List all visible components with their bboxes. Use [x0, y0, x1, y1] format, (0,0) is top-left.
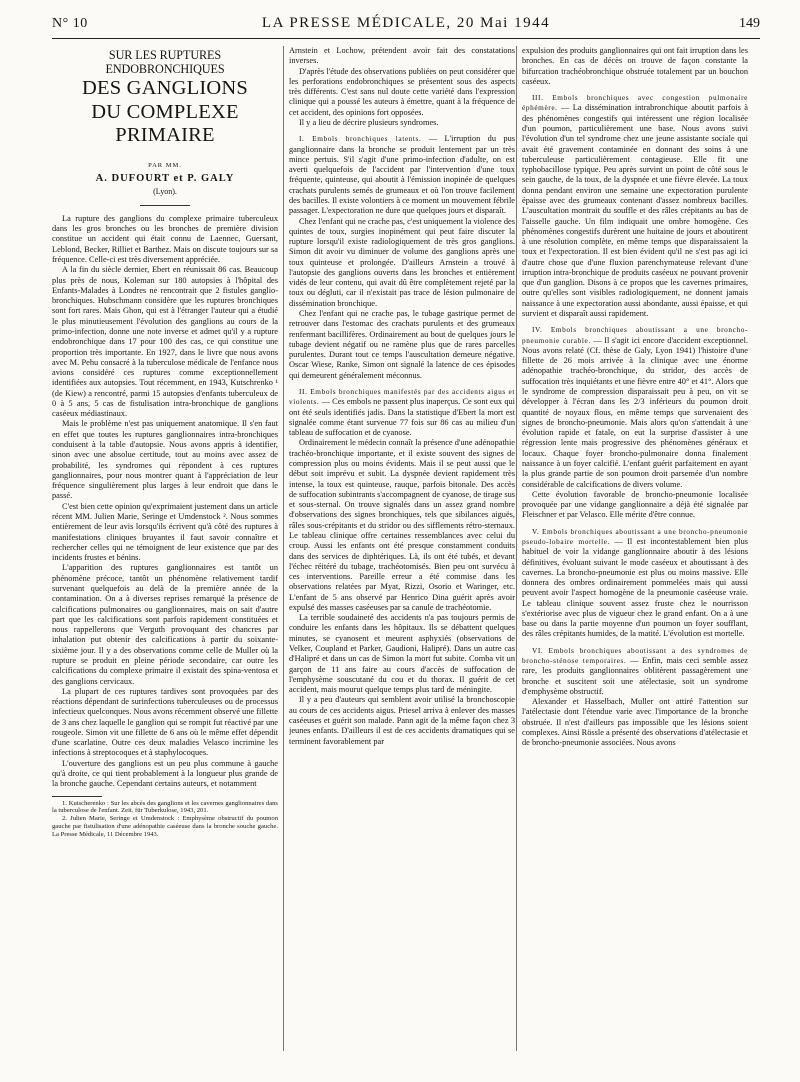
section-6: [522, 646, 748, 697]
paragraph: D'après l'étude des observations publiées on peut considérer que les perforations endobronchiques se présentent sous des aspects très différents. C'est sans nul doute cette variété dans l'expression clinique qui a poussé les auteurs à émettre, quant à la fréquence de cet accident, des opinions fort opposées.: [289, 66, 515, 117]
paragraph: Arnstein et Lochow, prétendent avoir fait des constatations inverses.: [289, 46, 515, 66]
section-3-lead: — La dissémination intrabronchique aboutit parfois à des phénomènes congestifs qui intéressent une région localisée d'un poumon, particulièrement une base. Nous avons suivi l'évolution d'un tel syndrome chez une jeune assistante sociale qui avait été gravement contaminée en donnant des soins à une tuberculeuse particulièrement contagieuse. Elle fit une typhobacillose typique. Peu après survint un point de côté sous le sein gauche, de la toux, de la dyspnée et une fièvre élevée. La toux donna pendant environ une semaine une expectoration purulente épaisse avec des grumeaux contenant d'assez nombreux bacilles. L'auscultation montrait du souffle et des râles crépitants au bas de l'aisselle gauche. Un film indiquait une ombre homogène. Ces phénomènes congestifs durèrent une huitaine de jours et aboutirent à une résolution complète, en même temps que disparaissaient la toux et l'expectoration. Il est bien évident qu'il ne s'est pas agi ici d'autre chose que d'une fluxion parenchymateuse relevant d'une irruption intra-bronchique de produits caséeux ne pouvant provenir que d'un ganglion. Disons à ce propos que les cavernes primaires, outre qu'elles sont visibles radiologiquement, ne donnent jamais naissance à une expectoration aussi abondante, aussi épaisse, et qui survient et disparaît aussi rapidement.: [522, 103, 748, 319]
section-2-title: II. Embols bronchiques manifestés par des accidents aigus et violents.: [289, 387, 515, 407]
section-4-title: IV. Embols bronchiques aboutissant a une broncho-pneumonie curable.: [522, 325, 748, 345]
paragraph: La rupture des ganglions du complexe primaire tuberculeux dans les gros bronches ou les bronches de première division constitue un accident qui était connu de Laennec, Guersant, Leblond, Becker, Rilliet et Barthez. Mais on discute toujours sur sa fréquence. Celle-ci est très diversement appréciée.: [52, 213, 278, 264]
section-1-lead: — L'irruption du pus ganglionnaire dans la bronche se produit lentement par un très mince pertuis. S'il s'agit d'une primo-infection d'adulte, on est averti quelquefois de l'accident par l'intervention d'une toux fréquente, quinteuse, qui aboutit à l'émission inopinée de quelques crachats purulents semés de grumeaux et où l'on trouve facilement des bacilles. Il existe volontiers à ce moment un mouvement fébrile passager. L'expectoration ne dure que quelques jours et disparaît.: [289, 134, 515, 216]
paragraph: Il y a peu d'auteurs qui semblent avoir utilisé la bronchoscopie au cours de ces accidents aigus. Priesel arriva à enlever des masses caséeuses et guérit son malade. Pann agit de la même façon chez 3 jeunes enfants. D'ailleurs il est de ces accidents dramatiques qui se terminent favorablement par: [289, 695, 515, 746]
column-separator-1: [283, 46, 284, 1051]
column-3: [522, 46, 748, 1056]
section-1: [289, 134, 515, 216]
section-5: [522, 527, 748, 640]
paragraph: expulsion des produits ganglionnaires qui ont fait irruption dans les bronches. En cas de décès on trouve de façon constante la bifurcation trachéobronchique obstruée totalement par un bouchon caséeux.: [522, 46, 748, 86]
section-4: [522, 325, 748, 490]
page-number: 149: [739, 16, 760, 31]
footnote: 2. Julien Marie, Seringe et Umdenstock : Emphysème obstructif du poumon gauche par fistulisation d'une adénopathie caséeuse dans la bronche souche gauche. La Presse Médicale, 11 Décembre 1943.: [52, 815, 278, 838]
column-1: [52, 46, 278, 1056]
paragraph: La plupart de ces ruptures tardives sont provoquées par des réactions dépendant de surinfections tuberculeuses ou de processus infectieux quelconques. Nous avons récemment observé une fillette de 3 ans chez laquelle le ganglion qui se rompit fut réactivé par une rougeole. Simon vit une fillette de 6 ans où le même effet dépendit d'une scarlatine. Outre ces deux maladies Velasco incrimine les infections à streptocoques et à staphylocoques.: [52, 686, 278, 758]
section-5-title: V. Embols bronchiques aboutissant a une broncho-pneumonie pseudo-lobaire mortelle.: [522, 526, 748, 546]
paragraph: Chez l'enfant qui ne crache pas, le tubage gastrique permet de retrouver dans l'estomac des crachats purulents et des grumeaux renfermant bacillifères. Ordinairement au bout de quelques jours le tubage devient négatif ou ne ramène plus que de rares parcelles purulentes. Durant tout ce temps l'auscultation demeure négative. Oscar Wiese, Ranke, Simon ont signalé la latence de ces épisodes qui demeurent généralement méconnus.: [289, 309, 515, 380]
footnote: 1. Kutscherenko : Sur les abcès des ganglions et les cavernes ganglionnaires dans la tuberculose de l'enfant. Zeit. für Tuberkulose, 1943, 201.: [52, 799, 278, 815]
section-5-lead: — Il est incontestablement bien plus habituel de voir la vidange ganglionnaire aboutir à des lésions définitives, évoluant suivant le mode caséeux et aboutissant à des cavernes. La broncho-pneumonie est plus ou moins massive. Elle donnera des ombres ordinairement pommelées mais qui aussi peuvent avoir l'aspect homogène de la pneumonie caséeuse vraie. Le tableau clinique souvent assez fruste chez le nourrisson s'extériorise avec plus de vigueur chez le grand enfant. On a à une base ou dans la partie moyenne d'un poumon un foyer soufflant, des râles crépitants humides, de la matité. L'évolution est mortelle.: [522, 536, 748, 639]
paragraph: Ordinairement le médecin connaît la présence d'une adénopathie trachéo-bronchique importante, et il existe souvent des signes de compression plus ou moins évidents. Mais il se peut aussi que le début soit imprévu et subit. La dyspnée devient rapidement très intense, la toux est quinteuse, rauque, parfois bitonale. Des accès de suffocation subintrants s'accompagnent de cyanose, de tirage sus et sous-sternal. On trouve signalés dans un assez grand nombre d'observations des signes bronchiques, tels que sibilances aiguës, râles sous-crépitants et du stridor ou des sifflements rétro-sternaux. Le tableau clinique offre certaines ressemblances avec celui du croup. Aussi les enfants ont été presque constamment conduits dans des services de diphtériques. Là, ils ont été tubés, et devant l'échec réitéré du tubage, trachéotomisés. Bien peu ont survécu à ces interventions. Pareille erreur a été commise dans les observations relatées par Myat, Rizzi, Osorio et Waringer, etc. L'enfant de 5 ans observé par Henrico Dina guérit après avoir expulsé des masses caséeuses par sa canule de trachéotomie.: [289, 438, 515, 612]
paragraph: Cette évolution favorable de broncho-pneumonie localisée provoquée par une vidange ganglionnaire a déjà été signalée par Fleischner et par Velasco. Elle mérite d'être connue.: [522, 489, 748, 520]
section-2-lead: — Ces embols ne passent plus inaperçus. Ce sont eux qui ont été seuls identifiés jadis. Dans la statistique d'Ebert la mort est signalée comme étant survenue 77 fois sur 86 cas au milieu d'un tableau de suffocation et de cyanose.: [289, 397, 515, 438]
section-3-title: III. Embols bronchiques avec congestion pulmonaire éphémère.: [522, 93, 748, 113]
section-2: [289, 387, 515, 438]
article-title-line-2: DU COMPLEXE PRIMAIRE: [91, 101, 239, 146]
column-2: [289, 46, 515, 1056]
article-title-line-1: DES GANGLIONS: [81, 77, 249, 99]
section-6-title: VI. Embols bronchiques aboutissant a des syndromes de broncho-sténose temporaires.: [522, 645, 748, 666]
page-header: [52, 12, 760, 34]
section-1-title: I. Embols bronchiques latents.: [299, 134, 422, 144]
paragraph: L'ouverture des ganglions est un peu plus commune à gauche qu'à droite, ce qui tient probablement à la longueur plus grande de la bronche gauche. Cependant certains auteurs, et notamment: [52, 758, 278, 789]
article-title-sub: SUR LES RUPTURES ENDOBRONCHIQUES: [105, 48, 225, 76]
issue-number: N° 10: [52, 16, 88, 31]
footnote-rule: [52, 796, 102, 797]
paragraph: Chez l'enfant qui ne crache pas, c'est uniquement la violence des quintes de toux, surgies inopinément qui peut faire discuter la rupture lorsqu'il existe radiologiquement de très gros ganglions. Simon dit avoir vu diminuer de volume des ganglions après une toux quinteuse et prolongée. D'ailleurs Arnstein a trouvé à l'autopsie des ganglions ouverts dans les bronches et entièrement vidés de leur contenu, qui avait dû être complètement rejeté par la toux ou dégluti, car il n'existait pas trace de lésion pulmonaire de dissémination bronchique.: [289, 216, 515, 308]
article-authors: A. DUFOURT et P. GALY: [95, 173, 235, 185]
paragraph: A la fin du siècle dernier, Ebert en réunissait 86 cas. Beaucoup plus près de nous, Koleman sur 180 autopsies à l'hôpital des Enfants-Malades à Londres ne rencontrait que 2 fistules ganglio-bronchiques. Hubschmann considère que les ruptures bronchiques sont fort rares. Mais Ghon, qui est à l'étranger l'auteur qui a étudié le plus minutieusement l'évolution des ganglions au cours de la primo-infection, donne une note inverse et admet qu'il y a rupture endobronchique dans 17 pour 100 des cas, ce qui constitue une proportion très importante. En 1927, dans le livre que nous avons avec M. Pehu consacré à la tuberculose médicale de l'enfance nous avions considéré ces ruptures comme exceptionnellement identifiées aux autopsies. Tout récemment, en 1943, Kutschrenko ¹ (de Kiew) a rencontré, parmi 15 autopsies d'enfants tuberculeux de 0 à 5 ans, 5 cas de fistulisation intra-bronchique de ganglions caséeux médiastinaux.: [52, 265, 278, 419]
paragraph: Alexander et Hasselbach, Muller ont attiré l'attention sur l'atélectasie dont l'étendue varie avec l'importance de la bronche obstruée. Il n'est d'ailleurs pas impossible que les lésions soient complexes. Ainsi Rössle a présenté des observations d'atélectasie et de broncho-pneumonie associées. Nous avons: [522, 697, 748, 748]
paragraph: Mais le problème n'est pas uniquement anatomique. Il s'en faut en effet que toutes les ruptures ganglionnaires intra-bronchiques conduisent à la table d'autopsie. Nous avons appris à identifier, sinon avec une absolue certitude, tout au moins avec assez de probabilité, les syndromes qui répondent à ces ruptures ganglionnaires, pour nous montrer quant à l'appréciation de leur fréquence singulièrement plus larges à leur endroit que dans le passé.: [52, 419, 278, 501]
section-4-lead: — Il s'agit ici encore d'accident exceptionnel. Nous avons relaté (Cf. thèse de Galy, Lyon 1941) l'histoire d'une fillette de 26 mois arrivée à la clinique avec une énorme adénopathie trachéo-bronchique, du stridor, des accès de suffocation très inquiétants et une fièvre entre 40° et 41°. Alors que le syndrome de compression disparaissait peu à peu, on vit se développer à l'écran dans les 2/3 inférieurs du poumon droit quantité de noyaux flous, en même temps que survenaient des signes de broncho-pneumonie. Mais alors qu'on s'attendait à une évolution rapide et fatale, on eut la surprise d'assister à une régression lente mais progressive des phénomènes généraux et locaux. Chaque foyer broncho-pulmonaire donna finalement naissance à un foyer calcifié. L'enfant guérit parfaitement en ayant la plus grande partie de son poumon droit parsemée d'un nombre considérable de calcifications de divers volume.: [522, 335, 748, 489]
author-affiliation: (Lyon).: [153, 186, 177, 196]
section-3: [522, 93, 748, 319]
par-mm: PAR MM.: [148, 162, 182, 169]
paragraph: Il y a lieu de décrire plusieurs syndromes.: [299, 117, 439, 127]
paragraph: La terrible soudaineté des accidents n'a pas toujours permis de conduire les enfants dans les hôpitaux. Ils se débattent quelques minutes, se cyanosent et meurent asphyxiés (observations de Velker, Coupland et Parker, Gaudioni, Halipré). Dans un autre cas d'Halipré et dans un cas de Simon la mort fut subite. Comba vit un garçon de 11 ans faire au cours d'accès de suffocation de l'emphysème souscutané du cou et du thorax. Il guérit de cet accident, mais mourut quelque temps plus tard de méningite.: [289, 613, 515, 695]
section-6-lead: — Enfin, mais ceci semble assez rare, les produits ganglionnaires oblitèrent passagèrement une bronche et suscitent soit une atélectasie, soit un syndrome d'emphysème obstructif.: [522, 656, 748, 696]
column-separator-2: [516, 46, 517, 1051]
article-title-block: [52, 48, 278, 206]
journal-title: LA PRESSE MÉDICALE, 20 Mai 1944: [261, 15, 551, 31]
paragraph: L'apparition des ruptures ganglionnaires est tantôt un phénomène précoce, tantôt un phénomène relativement tardif survenant quelquefois au delà de la première année de la contamination. On a à diverses reprises remarqué la présence de calcifications pulmonaires ou ganglionnaires, mais on sait d'autre part que les calcifications sont parfois rapidement constituées et nous rappellerons que Verguth provoquant des chancres par inhalation put obtenir des calcifications à partir du soixante-sixième jour. Il y a des observations comme celle de Muller où la rupture se produit en pleine période secondaire, car outre les calcifications du complexe primaire il existait des spina-ventosa et des ganglions cervicaux.: [52, 563, 278, 686]
paragraph: C'est bien cette opinion qu'exprimaient justement dans un article récent MM. Julien Marie, Seringe et Umdenstock ². Nous sommes entièrement de leur avis lorsqu'ils écrivent qu'à côté des ruptures à manifestations cliniques bruyantes il faut savoir connaître et rechercher celles qui ne témoignent de leur existence que par des incidents frustes et bénins.: [52, 501, 278, 563]
header-rule: [52, 38, 760, 39]
title-rule: [140, 205, 190, 206]
